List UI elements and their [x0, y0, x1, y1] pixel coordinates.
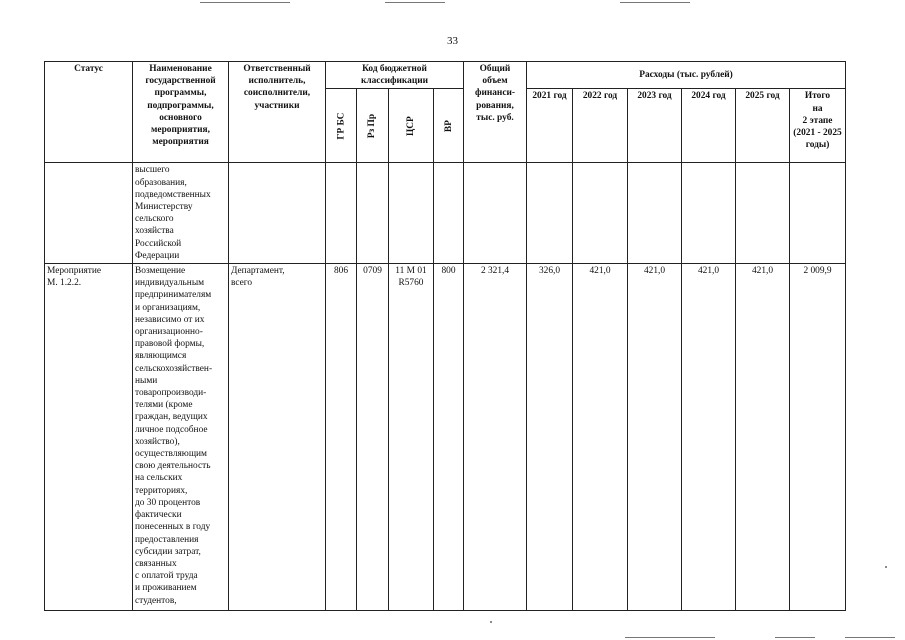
cell-stage-total: 2 009,9	[790, 264, 846, 611]
col-header-2025: 2025 год	[736, 89, 790, 163]
cell-rzpr: 0709	[357, 264, 389, 611]
cell-2024	[682, 163, 736, 264]
table-row	[45, 163, 846, 264]
cell-total: 2 321,4	[464, 264, 527, 611]
scan-artifact-top	[200, 2, 290, 3]
scan-artifact-bottom	[845, 637, 895, 638]
cell-2022: 421,0	[573, 264, 628, 611]
budget-table	[44, 61, 846, 611]
col-header-vr: ВР	[434, 89, 464, 163]
cell-csr	[389, 163, 434, 264]
cell-stage-total	[790, 163, 846, 264]
scan-artifact-bottom	[625, 637, 715, 638]
col-header-status: Статус	[45, 62, 133, 163]
cell-vr	[434, 163, 464, 264]
col-header-2024: 2024 год	[682, 89, 736, 163]
cell-2023: 421,0	[628, 264, 682, 611]
cell-grbs	[326, 163, 357, 264]
col-header-rzpr: Рз Пр	[357, 89, 389, 163]
cell-2024: 421,0	[682, 264, 736, 611]
cell-total	[464, 163, 527, 264]
col-header-2022: 2022 год	[573, 89, 628, 163]
col-header-2023: 2023 год	[628, 89, 682, 163]
cell-rzpr	[357, 163, 389, 264]
cell-name: высшего образования, подведомственных Министерству сельского хозяйства Российской Федерации	[133, 163, 229, 264]
col-header-csr: ЦСР	[389, 89, 434, 163]
cell-responsible: Департамент, всего	[229, 264, 326, 611]
table-row	[45, 264, 846, 611]
cell-2021: 326,0	[527, 264, 573, 611]
cell-2025: 421,0	[736, 264, 790, 611]
cell-2021	[527, 163, 573, 264]
col-header-2021: 2021 год	[527, 89, 573, 163]
col-header-stage-total: Итого на 2 этапе (2021 - 2025 годы)	[790, 89, 846, 163]
col-header-name: Наименование государственной программы, подпрограммы, основного мероприятия, мероприятия	[133, 62, 229, 163]
cell-responsible	[229, 163, 326, 264]
cell-2025	[736, 163, 790, 264]
col-header-total: Общий объем финанси- рования, тыс. руб.	[464, 62, 527, 163]
cell-2022	[573, 163, 628, 264]
cell-grbs: 806	[326, 264, 357, 611]
scan-speck	[490, 621, 492, 623]
scan-artifact-top	[385, 2, 445, 3]
cell-status: Мероприятие М. 1.2.2.	[45, 264, 133, 611]
col-header-responsible: Ответственный исполнитель, соисполнители, участники	[229, 62, 326, 163]
cell-vr: 800	[434, 264, 464, 611]
col-header-budget-code: Код бюджетной классификации	[326, 62, 464, 89]
cell-status	[45, 163, 133, 264]
cell-name: Возмещение индивидуальным предпринимателям и организациям, независимо от их организационно- правовой формы, являющимся сельскохозяйствен- ными товаропроизводи- телями (кроме граждан, ведущих личное подсобное хозяйство), осуществляющим свою деятельность на сельских территориях, до 30 процентов фактически понесенных в году предоставления субсидии затрат, связанных с оплатой труда и проживанием студентов,	[133, 264, 229, 611]
col-header-grbs: ГР БС	[326, 89, 357, 163]
scan-artifact-bottom	[775, 637, 815, 638]
page-number: 33	[447, 35, 458, 47]
col-header-expenses: Расходы (тыс. рублей)	[527, 62, 846, 89]
cell-csr: 11 М 01 R5760	[389, 264, 434, 611]
scan-speck	[885, 566, 887, 568]
scan-artifact-top	[620, 2, 690, 3]
cell-2023	[628, 163, 682, 264]
